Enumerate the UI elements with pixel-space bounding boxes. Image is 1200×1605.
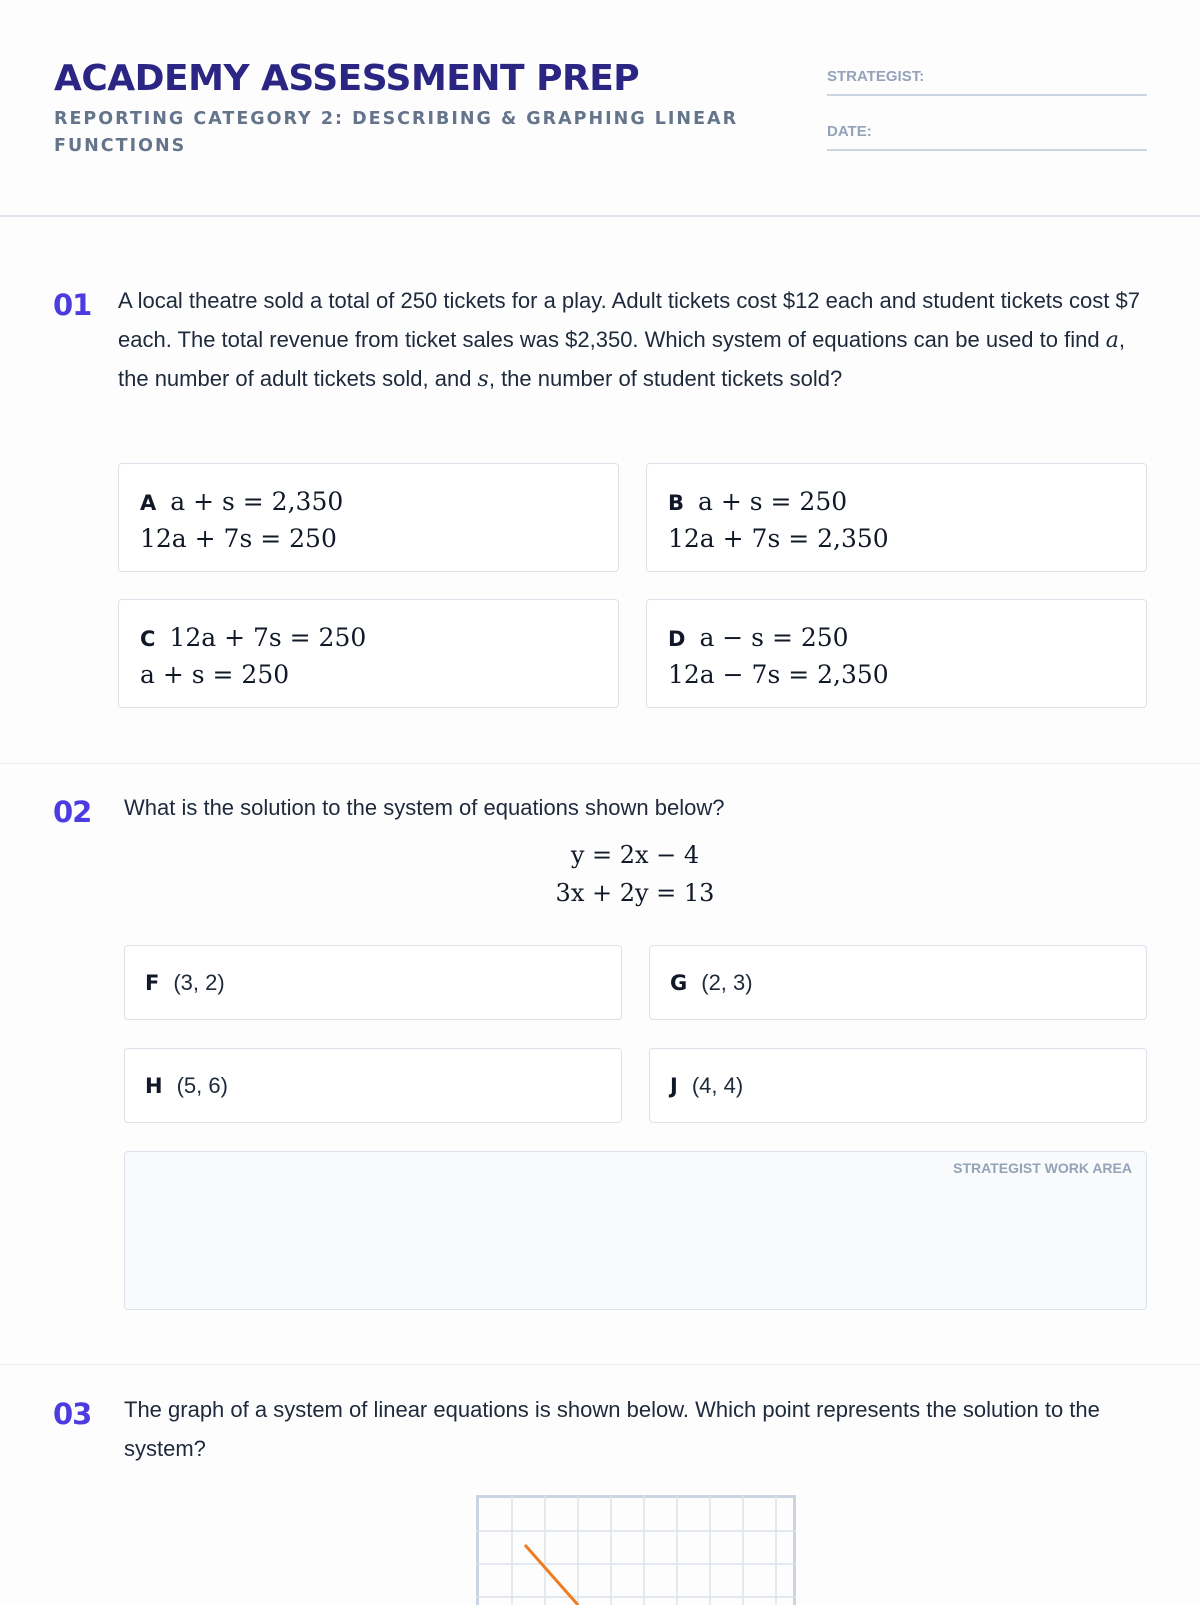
option-letter: D [668, 627, 686, 651]
work-area[interactable] [124, 1151, 1147, 1310]
option-letter: G [670, 970, 688, 995]
strategist-field[interactable] [827, 64, 1147, 96]
graph-grid [476, 1495, 796, 1605]
option-equation-1: a + s = 2,350 [170, 487, 344, 516]
option-value: (3, 2) [173, 969, 225, 995]
question-text-part: A local theatre sold a total of 250 tickets for a play. Adult tickets cost $12 each and student tickets cost $7 each. The total revenue from ticket sales was $2,350. Which system of equations can be used to find [118, 288, 1140, 352]
date-label: DATE: [827, 123, 872, 140]
option-letter: J [670, 1073, 678, 1098]
section-divider [0, 763, 1200, 764]
question-text-part: , the number of adult tickets sold, and [118, 326, 1125, 391]
variable-s: s [477, 367, 489, 392]
system-equation-2: 3x + 2y = 13 [555, 879, 715, 907]
option-letter: C [140, 627, 156, 651]
option-equation-2: a + s = 250 [140, 660, 290, 689]
option-value: (2, 3) [701, 969, 753, 995]
option-value: (4, 4) [691, 1072, 744, 1098]
option-equation-1: 12a + 7s = 250 [169, 623, 367, 652]
section-divider [0, 1364, 1200, 1365]
option-letter: H [145, 1073, 163, 1098]
question-text: What is the solution to the system of equations shown below? [124, 795, 725, 820]
page-header [0, 0, 1200, 217]
page-title: ACADEMY ASSESSMENT PREP [54, 58, 640, 99]
option-value: (5, 6) [176, 1072, 228, 1098]
option-letter: B [668, 491, 685, 515]
option-equation-2: 12a − 7s = 2,350 [668, 660, 889, 689]
option-letter: F [145, 970, 160, 995]
answer-option-b[interactable] [646, 463, 1147, 572]
graph-line [525, 1545, 578, 1605]
answer-option-c[interactable] [118, 599, 619, 708]
work-area-label: STRATEGIST WORK AREA [953, 1160, 1132, 1176]
question-number: 02 [53, 795, 92, 829]
strategist-label: STRATEGIST: [827, 68, 925, 85]
date-field[interactable] [827, 119, 1147, 151]
question-number: 03 [53, 1397, 92, 1431]
system-equation-1: y = 2x − 4 [570, 841, 700, 869]
question-number: 01 [53, 288, 92, 322]
question-text-part: , the number of student tickets sold? [488, 366, 843, 391]
answer-option-g[interactable] [649, 945, 1147, 1020]
answer-option-f[interactable] [124, 945, 622, 1020]
option-letter: A [140, 491, 157, 515]
question-text [118, 282, 1148, 400]
answer-option-h[interactable] [124, 1048, 622, 1123]
option-equation-1: a − s = 250 [699, 623, 849, 652]
option-equation-2: 12a + 7s = 250 [140, 524, 337, 553]
answer-option-a[interactable] [118, 463, 619, 572]
option-equation-1: a + s = 250 [698, 487, 848, 516]
variable-a: a [1105, 327, 1119, 353]
question-text: The graph of a system of linear equations is shown below. Which point represents the solution to the system? [124, 1397, 1100, 1461]
answer-option-d[interactable] [646, 599, 1147, 708]
page-subtitle: REPORTING CATEGORY 2: DESCRIBING & GRAPHING LINEAR FUNCTIONS [54, 109, 739, 156]
coordinate-graph [476, 1495, 796, 1605]
answer-option-j[interactable] [649, 1048, 1147, 1123]
option-equation-2: 12a + 7s = 2,350 [668, 524, 889, 553]
